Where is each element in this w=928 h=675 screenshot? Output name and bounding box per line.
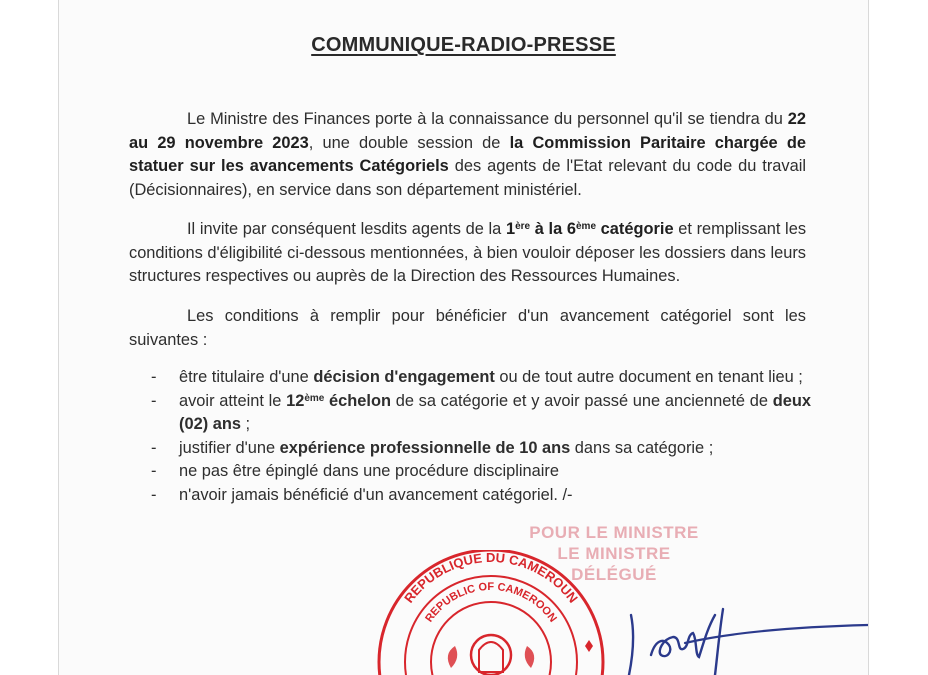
- bold-term: [286, 392, 391, 410]
- document-page: [58, 0, 869, 675]
- conditions-list: [151, 366, 811, 507]
- commission-name: la Commission Paritaire chargée de statuer sur les avancements Catégoriels: [129, 133, 806, 175]
- category-range: [506, 220, 674, 238]
- text-span: et remplissant les conditions d'éligibilité ci-dessous mentionnées, à bien vouloir déposer les dossiers dans leurs structures respectives ou auprès de la Direction des Ressources Humaines.: [129, 220, 807, 285]
- text-span: ;: [240, 415, 251, 433]
- date-range: 22 au 29 novembre 2023: [129, 110, 806, 152]
- text-span: ou de tout autre document en tenant lieu ;: [494, 368, 803, 386]
- list-item: [151, 484, 811, 508]
- text-span: 1: [505, 220, 516, 238]
- bold-term: deux (02) ans: [179, 391, 811, 433]
- superscript: ème: [304, 392, 325, 404]
- list-item: [151, 366, 811, 390]
- seal-outer-text: REPUBLIQUE DU CAMEROUN: [401, 550, 581, 606]
- superscript: ème: [576, 221, 597, 232]
- text-span: justifier d'une: [179, 438, 280, 457]
- text-span: Il invite par conséquent lesdits agents de la: [187, 220, 506, 238]
- list-item: [151, 437, 811, 461]
- bold-term: expérience professionnelle de 10 ans: [279, 438, 571, 457]
- text-span: des agents de l'Etat relevant du code du travail (Décisionnaires), en service dans son département ministériel.: [129, 157, 806, 199]
- text-span: Le Ministre des Finances porte à la connaissance du personnel qu'il se tiendra du: [187, 110, 788, 128]
- text-span: dans sa catégorie ;: [570, 438, 714, 457]
- superscript: ère: [515, 221, 531, 232]
- text-span: ne pas être épinglé dans une procédure disciplinaire: [179, 462, 559, 480]
- handwritten-signature-icon: [589, 585, 868, 675]
- paragraph-invitation: [129, 218, 806, 289]
- scan-margin: [0, 0, 58, 675]
- text-span: catégorie: [596, 220, 674, 238]
- stamp-line-1: POUR LE MINISTRE: [529, 523, 699, 542]
- bullet-dash: -: [151, 485, 157, 504]
- paragraph-conditions-intro: [129, 305, 806, 352]
- official-seal-icon: [371, 550, 611, 675]
- text-span: Les conditions à remplir pour bénéficier d'un avancement catégoriel sont les suivantes :: [129, 307, 806, 349]
- text-span: être titulaire d'une: [179, 368, 314, 386]
- text-span: 12: [286, 391, 305, 410]
- stamp-line-2: LE MINISTRE DÉLÉGUÉ: [557, 544, 671, 584]
- paragraph-announcement: [129, 108, 806, 202]
- bullet-dash: -: [151, 368, 157, 386]
- bullet-dash: -: [151, 391, 157, 410]
- list-item: [151, 390, 811, 437]
- text-span: , une double session de: [308, 133, 510, 152]
- text-span: à la 6: [530, 220, 576, 238]
- text-span: de sa catégorie et y avoir passé une ancienneté de: [390, 391, 773, 410]
- text-span: avoir atteint le: [179, 391, 287, 410]
- bullet-dash: -: [151, 462, 157, 480]
- seal-inner-text: REPUBLIC OF CAMEROON: [423, 580, 559, 625]
- text-span: n'avoir jamais bénéficié d'un avancement catégoriel. /-: [179, 485, 573, 504]
- list-item: [151, 460, 811, 484]
- bullet-dash: -: [151, 438, 157, 457]
- text-span: échelon: [324, 391, 391, 410]
- bold-term: décision d'engagement: [313, 368, 495, 386]
- document-title: COMMUNIQUE-RADIO-PRESSE: [311, 34, 616, 56]
